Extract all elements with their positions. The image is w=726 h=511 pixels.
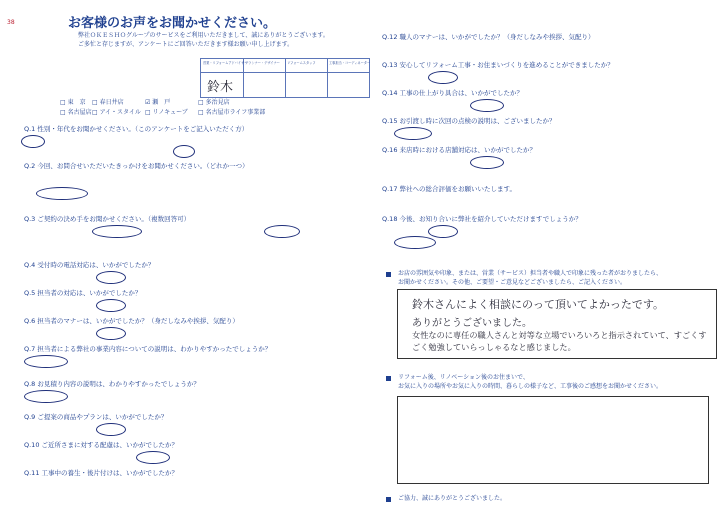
question-text: Q.4 受付時の電話対応は、いかがでしたか？ xyxy=(24,261,155,269)
question-text: Q.10 ご近所さまに対する配慮は、いかがでしたか？ xyxy=(24,441,179,449)
question-text: Q.1 性別・年代をお聞かせください。（このアンケートをご記入いただく方） xyxy=(24,125,249,133)
sign-header-3: リフォームスタッフ xyxy=(287,61,316,65)
store-option[interactable]: □ リノキューブ xyxy=(145,109,188,116)
question-text: Q.13 安心してリフォーム工事・お住まいづくりを進めることができましたか？ xyxy=(382,61,614,69)
sign-header-1: 営業・リフォームアドバイザー xyxy=(203,61,248,65)
comment1-marker-icon xyxy=(386,272,391,277)
selected-answer-mark xyxy=(470,156,504,169)
comment1-prompt-1: お店の雰囲気や印象、または、営業（サービス）担当者や職人で印象に残った者がおりましたら、 xyxy=(398,270,663,277)
comment1-prompt-2: お聞かせください。その他、ご要望・ご意見などございましたら、ご記入ください。 xyxy=(398,279,627,286)
selected-answer-mark xyxy=(21,135,45,148)
comment1-line-2: ありがとうございました。 xyxy=(412,318,532,329)
page-number: 38 xyxy=(7,19,15,26)
store-option[interactable]: □ 名古屋店 xyxy=(60,109,92,116)
store-option[interactable]: □ 春日井店 xyxy=(92,99,124,106)
comment1-line-3: 女性なのに専任の職人さんと対等な立場でいろいろと指示されていて、すごくすごく勉強していらっしゃるなと感じました。 xyxy=(412,330,707,352)
comment2-marker-icon xyxy=(386,376,391,381)
selected-answer-mark xyxy=(96,271,126,284)
sign-header-4: 工事担当・コーディネーター xyxy=(329,61,371,65)
selected-answer-mark xyxy=(264,225,300,238)
comment2-box[interactable] xyxy=(397,396,709,484)
store-option[interactable]: ☑ 瀬 戸 xyxy=(145,99,171,106)
handwritten-staff-name: 鈴木 xyxy=(207,80,234,95)
selected-answer-mark xyxy=(96,299,126,312)
question-text: Q.12 職人のマナーは、いかがでしたか？（身だしなみや挨拶、気配り） xyxy=(382,33,595,41)
question-text: Q.6 担当者のマナーは、いかがでしたか？（身だしなみや挨拶、気配り） xyxy=(24,317,239,325)
closing-text: ご協力、誠にありがとうございました。 xyxy=(398,495,507,502)
comment2-prompt-2: お気に入りの場所やお気に入りの時間、暮らしの様子など、工事後のご感想をお聞かせください。 xyxy=(398,383,663,390)
selected-answer-mark xyxy=(394,127,432,140)
intro-line-2: ご多忙と存じますが、アンケートにご回答いただきます様お願い申し上げます。 xyxy=(78,41,294,48)
sign-header-2: プランナー・デザイナー xyxy=(245,61,280,65)
store-option[interactable]: □ アイ・スタイル xyxy=(92,109,141,116)
selected-answer-mark xyxy=(36,187,88,200)
selected-answer-mark xyxy=(428,225,458,238)
comment1-box xyxy=(397,289,717,359)
selected-answer-mark xyxy=(173,145,195,158)
question-text: Q.11 工事中の養生・後片付けは、いかがでしたか？ xyxy=(24,469,179,477)
selected-answer-mark xyxy=(394,236,436,249)
store-option[interactable]: □ 東 京 xyxy=(60,99,86,106)
question-text: Q.9 ご提案の商品やプランは、いかがでしたか？ xyxy=(24,413,168,421)
selected-answer-mark xyxy=(96,327,126,340)
selected-answer-mark xyxy=(428,71,458,84)
question-text: Q.17 弊社への総合評価をお願いいたします。 xyxy=(382,185,516,193)
store-option[interactable]: □ 多治見店 xyxy=(198,99,230,106)
question-text: Q.2 今回、お問合せいただいたきっかけをお聞かせください。（どれか一つ） xyxy=(24,162,249,170)
comment1-line-1: 鈴木さんによく相談にのって頂いてよかったです。 xyxy=(412,298,665,311)
staff-sign-box xyxy=(200,58,370,98)
selected-answer-mark xyxy=(24,355,68,368)
selected-answer-mark xyxy=(92,225,142,238)
selected-answer-mark xyxy=(96,423,126,436)
store-option[interactable]: □ 名古屋市ライフ事業部 xyxy=(198,109,266,116)
question-text: Q.18 今後、お知り合いに弊社を紹介していただけますでしょうか？ xyxy=(382,215,582,223)
selected-answer-mark xyxy=(136,451,170,464)
question-text: Q.5 担当者の対応は、いかがでしたか？ xyxy=(24,289,142,297)
selected-answer-mark xyxy=(470,99,504,112)
selected-answer-mark xyxy=(24,390,68,403)
page-title: お客様のお声をお聞かせください。 xyxy=(68,16,277,31)
intro-line-1: 弊社ＯＫＥＳＨＯグループのサービスをご利用いただきまして、誠にありがとうございます。 xyxy=(78,32,329,39)
question-text: Q.8 お見積り内容の説明は、わかりやすかったでしょうか？ xyxy=(24,380,200,388)
question-text: Q.14 工事の仕上がり具合は、いかがでしたか？ xyxy=(382,89,524,97)
comment2-prompt-1: リフォーム後、リノベーション後のお住まいで、 xyxy=(398,374,529,381)
question-text: Q.7 担当者による弊社の事業内容についての説明は、わかりやすかったでしょうか？ xyxy=(24,345,272,353)
closing-marker-icon xyxy=(386,497,391,502)
question-text: Q.16 来店時における店舗対応は、いかがでしたか？ xyxy=(382,146,537,154)
question-text: Q.15 お引渡し時に次回の点検の説明は、ございましたか？ xyxy=(382,117,556,125)
question-text: Q.3 ご契約の決め手をお聞かせください。（複数回答可） xyxy=(24,215,191,223)
